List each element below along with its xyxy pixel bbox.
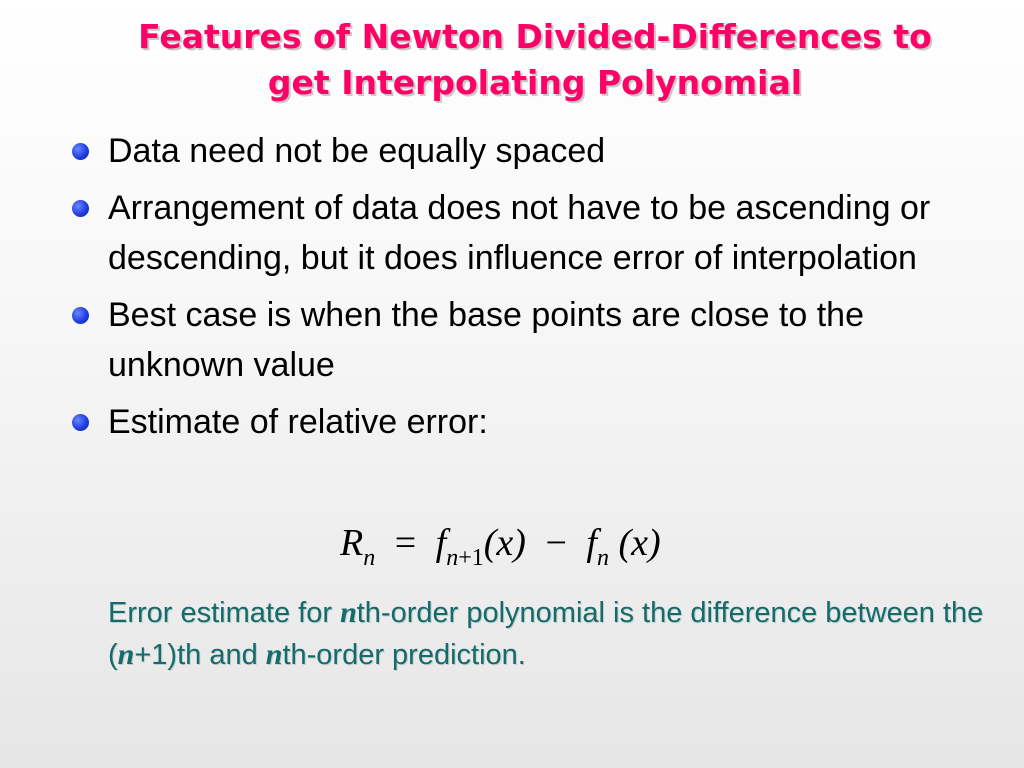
formula-f1-arg: (x) <box>483 522 526 564</box>
note-part2: th-order polynomial is the difference between the ( <box>108 597 984 671</box>
slide-title <box>60 14 1010 106</box>
bullet-icon <box>72 200 89 217</box>
note-part1: Error estimate for <box>108 597 341 629</box>
formula-minus: − <box>545 522 567 564</box>
formula-f2: f <box>586 522 597 564</box>
formula-f2-arg: (x) <box>618 522 661 564</box>
formula-lhs-subscript: n <box>363 545 376 571</box>
bullet-item-1 <box>70 126 970 176</box>
bullet-text-3: Best case is when the base points are close to the unknown value <box>108 296 865 384</box>
formula-lhs: R <box>340 522 364 564</box>
formula-f1-subscript-rest: +1 <box>458 545 484 571</box>
note-n3: n <box>265 638 283 671</box>
bullet-icon <box>72 414 89 431</box>
slide-title-line1: Features of Newton Divided-Differences to <box>138 17 932 56</box>
bullet-list <box>70 126 970 454</box>
note-n1: n <box>340 596 357 629</box>
bullet-item-4 <box>70 397 970 447</box>
slide-title-line2: get Interpolating Polynomial <box>267 63 803 102</box>
note-part4: th-order prediction. <box>282 639 526 671</box>
error-estimate-note <box>108 592 988 676</box>
note-n2: n <box>117 638 135 671</box>
bullet-icon <box>72 307 89 324</box>
formula-equals: = <box>394 522 417 564</box>
bullet-text-1: Data need not be equally spaced <box>108 132 606 170</box>
formula-f2-subscript: n <box>596 545 609 571</box>
bullet-item-2 <box>70 183 970 283</box>
bullet-icon <box>72 143 89 160</box>
bullet-text-4: Estimate of relative error: <box>108 403 488 441</box>
relative-error-formula <box>340 518 661 573</box>
formula-f1-subscript-n: n <box>446 545 459 571</box>
bullet-text-2: Arrangement of data does not have to be ascending or descending, but it does influence error of interpolation <box>108 189 931 277</box>
note-part3: +1)th and <box>134 639 266 671</box>
formula-f1: f <box>435 522 447 564</box>
formula-f1-subscript <box>446 545 484 571</box>
bullet-item-3 <box>70 290 970 390</box>
